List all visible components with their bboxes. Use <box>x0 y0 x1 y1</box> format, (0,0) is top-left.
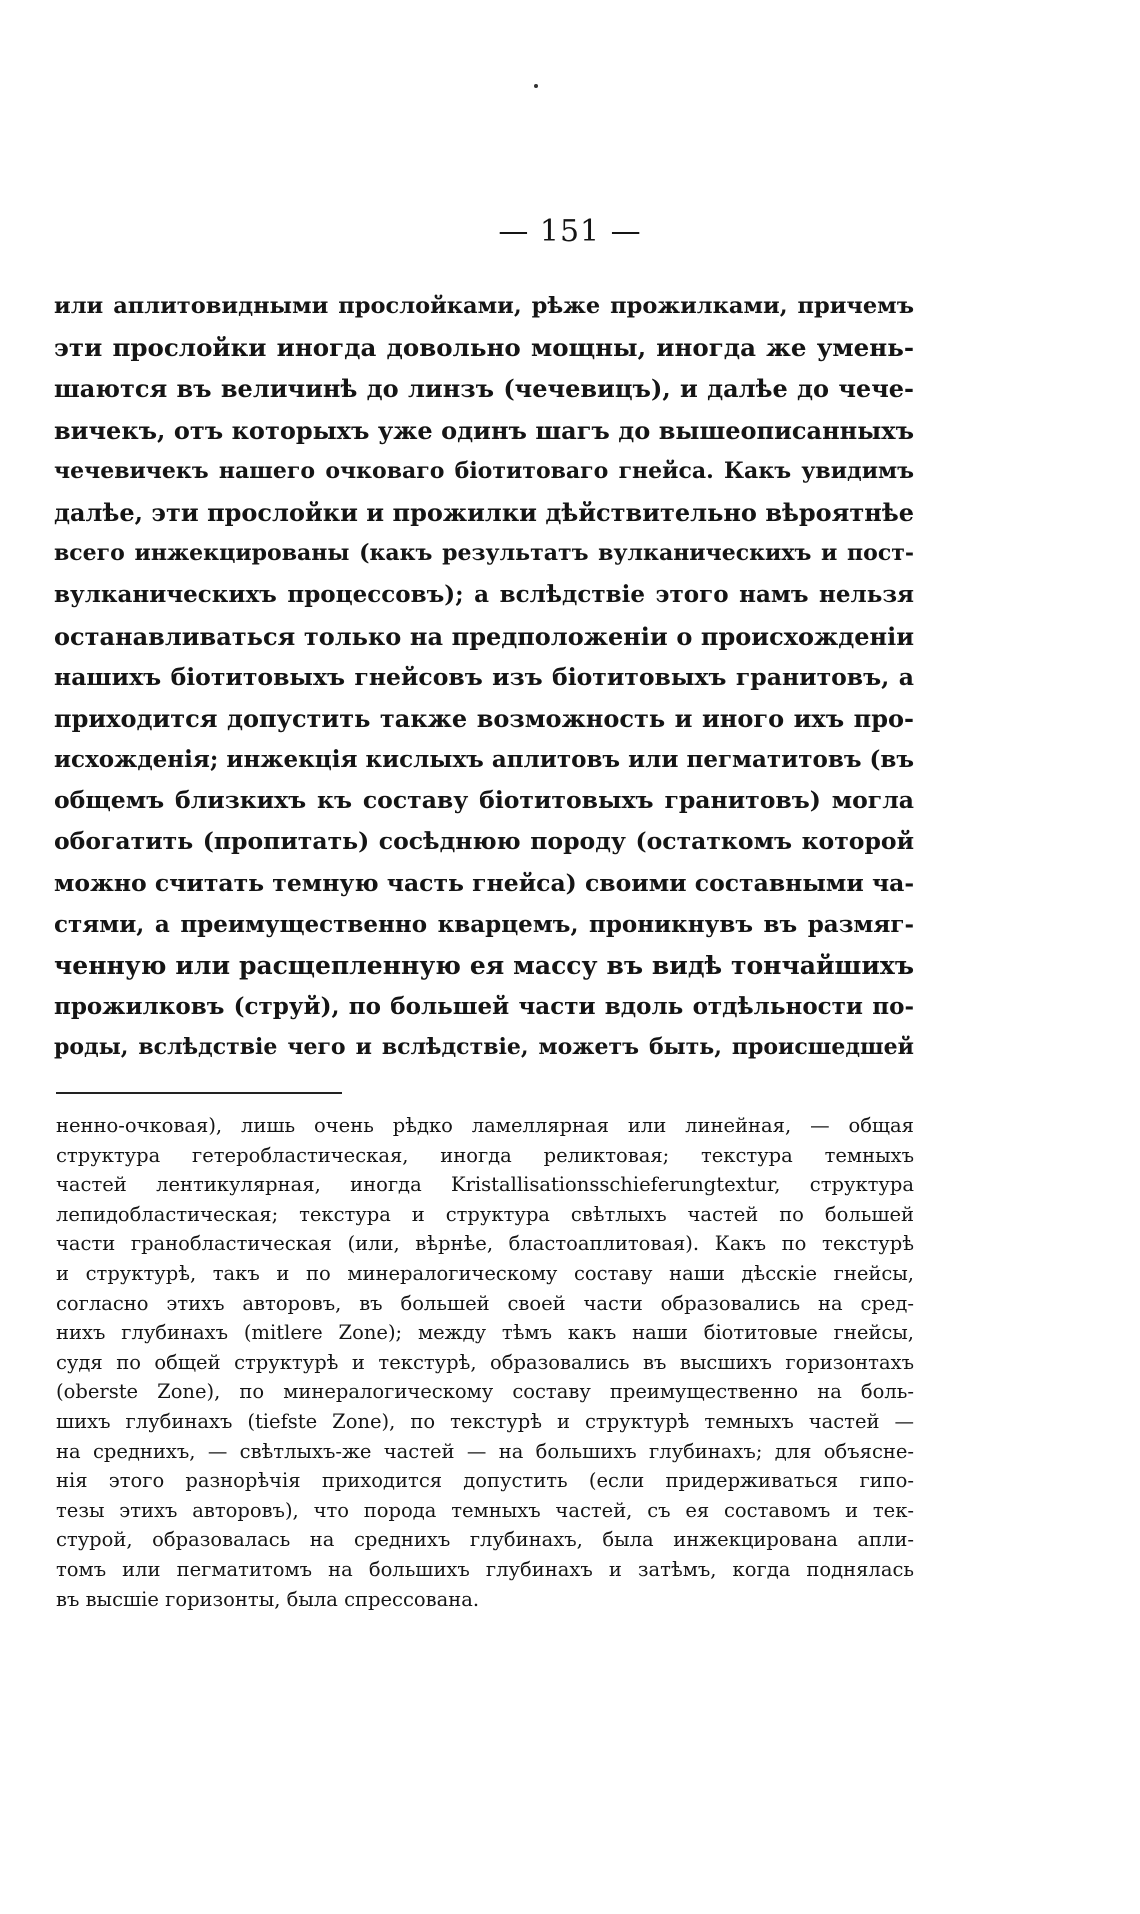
footnote-line: нія этого разнорѣчія приходится допустить (если придерживаться гипо- <box>56 1469 914 1493</box>
footnote-line: структура гетеробластическая, иногда реликтовая; текстура темныхъ <box>56 1143 914 1167</box>
footnote-line: (oberste Zone), по минералогическому составу преимущественно на боль- <box>56 1380 914 1404</box>
footnote-line: тезы этихъ авторовъ), что порода темныхъ частей, съ ея составомъ и тек- <box>56 1498 914 1522</box>
text-line: исхожденія; инжекція кислыхъ аплитовъ или пегматитовъ (въ <box>54 746 914 774</box>
footnote-line: въ высшіе горизонты, была спрессована. <box>56 1587 480 1611</box>
text-line: останавливаться только на предположеніи о происхожденіи <box>54 621 914 651</box>
text-line: роды, вслѣдствіе чего и вслѣдствіе, можетъ быть, происшедшей <box>54 1034 914 1061</box>
footnote-line: лепидобластическая; текстура и структура свѣтлыхъ частей по большей <box>56 1202 914 1226</box>
text-line: всего инжекцированы (какъ результатъ вулканическихъ и пост- <box>54 540 914 567</box>
page-number: — 151 — <box>498 214 642 249</box>
paper-speck <box>534 84 538 88</box>
footnote-line: ненно-очковая), лишь очень рѣдко ламеллярная или линейная, — общая <box>56 1114 914 1137</box>
footnote <box>56 1111 914 1614</box>
text-line: обогатить (пропитать) сосѣднюю породу (остаткомъ которой <box>54 827 914 856</box>
text-line: общемъ близкихъ къ составу біотитовыхъ гранитовъ) могла <box>54 786 914 815</box>
text-line: эти прослойки иногда довольно мощны, иногда же умень- <box>54 333 914 363</box>
main-paragraph <box>54 286 914 1069</box>
footnote-line: и структурѣ, такъ и по минералогическому составу наши дѣсскіе гнейсы, <box>56 1261 914 1285</box>
text-line: стями, а преимущественно кварцемъ, проникнувъ въ размяг- <box>54 910 914 938</box>
footnote-line: части гранобластическая (или, вѣрнѣе, бластоаплитовая). Какъ по текстурѣ <box>56 1232 914 1256</box>
text-line: прожилковъ (струй), по большей части вдоль отдѣльности по- <box>54 993 914 1021</box>
text-line: можно считать темную часть гнейса) своими составными ча- <box>54 868 914 897</box>
footnote-line: на среднихъ, — свѣтлыхъ-же частей — на большихъ глубинахъ; для объясне- <box>56 1439 914 1463</box>
footnote-line: шихъ глубинахъ (tiefste Zone), по текстурѣ и структурѣ темныхъ частей — <box>56 1409 914 1433</box>
text-line: или аплитовидными прослойками, рѣже прожилками, причемъ <box>54 293 914 319</box>
text-line: приходится допустить также возможность и иного ихъ про- <box>54 703 914 733</box>
footnote-line: судя по общей структурѣ и текстурѣ, образовались въ высшихъ горизонтахъ <box>56 1350 914 1374</box>
text-line: далѣе, эти прослойки и прожилки дѣйствительно вѣроятнѣе <box>54 497 914 527</box>
footnote-line: согласно этихъ авторовъ, въ большей своей части образовались на сред- <box>56 1291 914 1315</box>
footnote-line: нихъ глубинахъ (mitlere Zone); между тѣмъ какъ наши біотитовые гнейсы, <box>56 1321 914 1345</box>
text-line: шаются въ величинѣ до линзъ (чечевицъ), и далѣе до чече- <box>54 374 914 404</box>
text-line: чечевичекъ нашего очковаго біотитоваго гнейса. Какъ увидимъ <box>54 457 914 484</box>
text-line: ченную или расщепленную ея массу въ видѣ тончайшихъ <box>54 951 914 980</box>
text-line: вулканическихъ процессовъ); а вслѣдствіе этого намъ нельзя <box>54 581 914 609</box>
text-line: нашихъ біотитовыхъ гнейсовъ изъ біотитовыхъ гранитовъ, а <box>54 662 914 691</box>
footnote-line: стурой, образовалась на среднихъ глубинахъ, была инжекцирована апли- <box>56 1528 914 1552</box>
text-line: вичекъ, отъ которыхъ уже одинъ шагъ до вышеописанныхъ <box>54 415 914 445</box>
footnote-line: томъ или пегматитомъ на большихъ глубинахъ и затѣмъ, когда поднялась <box>56 1557 914 1581</box>
footnote-line: частей лентикулярная, иногда Kristallisationsschieferungtextur, структура <box>56 1173 914 1197</box>
footnote-divider <box>56 1092 342 1094</box>
